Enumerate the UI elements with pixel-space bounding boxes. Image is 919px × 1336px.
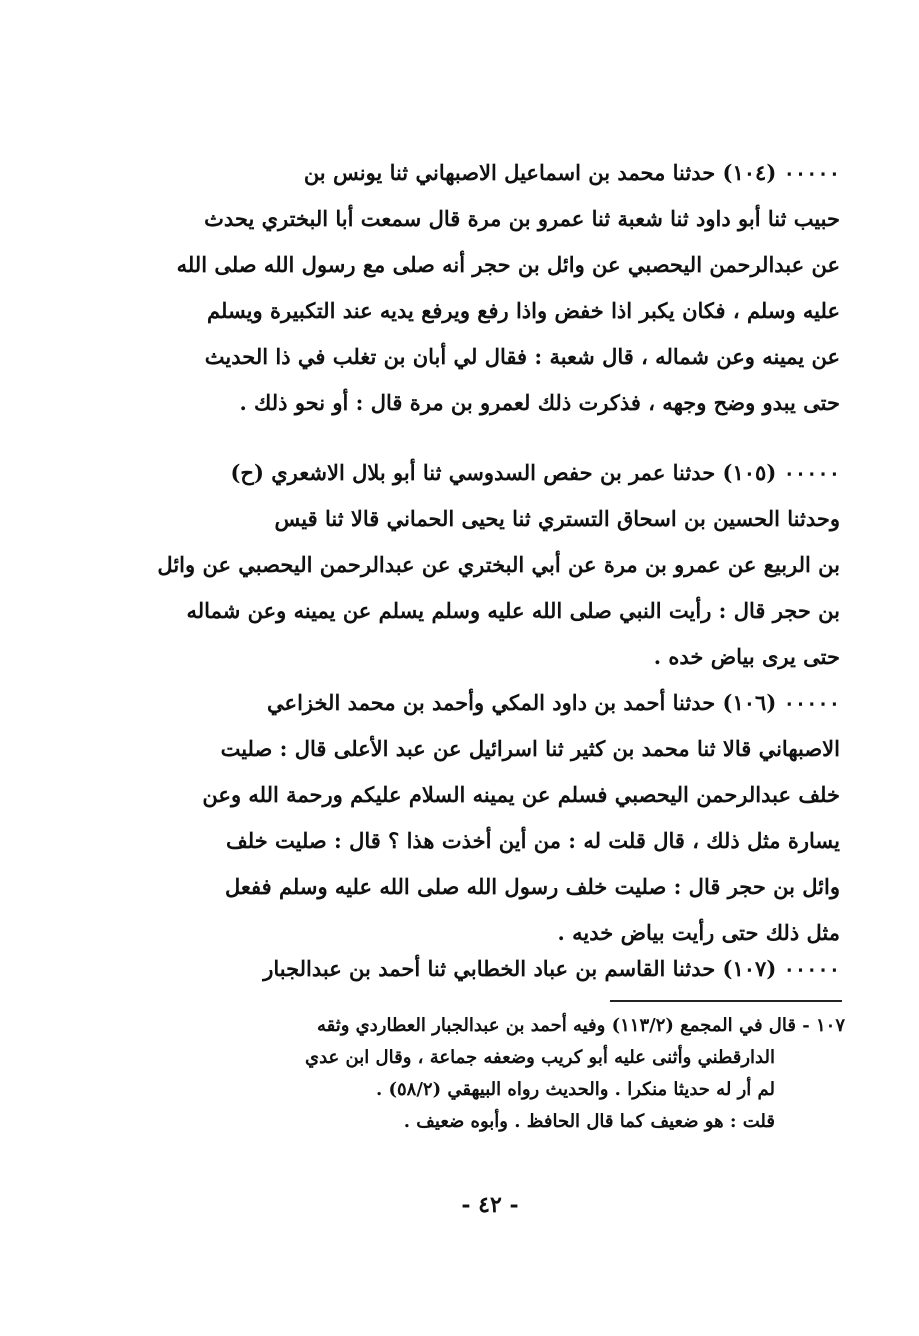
text-line: عليه وسلم ، فكان يكبر اذا خفض واذا رفع ويرفع يديه عند التكبيرة ويسلم (207, 298, 840, 323)
text-line: عن يمينه وعن شماله ، قال شعبة : فقال لي أبان بن تغلب في ذا الحديث (204, 344, 840, 369)
text-line: الاصبهاني قالا ثنا محمد بن كثير ثنا اسرائيل عن عبد الأعلى قال : صليت (220, 736, 840, 761)
text-line: وحدثنا الحسين بن اسحاق التستري ثنا يحيى الحماني قالا ثنا قيس (274, 506, 840, 531)
hadith-107-paragraph (120, 946, 840, 992)
text-line: عن عبدالرحمن اليحصبي عن وائل بن حجر أنه صلى مع رسول الله صلى الله (176, 252, 840, 277)
hadith-106-paragraph (120, 680, 840, 956)
footnote-separator (610, 1000, 842, 1002)
text-line: مثل ذلك حتى رأيت بياض خديه . (557, 920, 840, 945)
text-line: ٠٠٠٠٠ (١٠٧) حدثنا القاسم بن عباد الخطابي ثنا أحمد بن عبدالجبار (263, 956, 840, 981)
footnote-line: قلت : هو ضعيف كما قال الحافظ . وأبوه ضعيف . (403, 1111, 775, 1132)
footnotes (150, 1010, 845, 1138)
text-line: حبيب ثنا أبو داود ثنا شعبة ثنا عمرو بن مرة قال سمعت أبا البختري يحدث (204, 206, 840, 231)
text-line: بن حجر قال : رأيت النبي صلى الله عليه وسلم يسلم عن يمينه وعن شماله (186, 598, 840, 623)
page-number: - ٤٢ - (461, 1192, 519, 1218)
text-line: يسارة مثل ذلك ، قال قلت له : من أين أخذت هذا ؟ قال : صليت خلف (226, 828, 840, 853)
footnote-line: ١٠٧ - قال في المجمع (١١٣/٢) وفيه أحمد بن عبدالجبار العطاردي وثقه (316, 1015, 845, 1036)
hadith-105-paragraph (120, 450, 840, 680)
text-line: ٠٠٠٠٠ (١٠٦) حدثنا أحمد بن داود المكي وأحمد بن محمد الخزاعي (267, 690, 840, 715)
text-line: وائل بن حجر قال : صليت خلف رسول الله صلى الله عليه وسلم ففعل (224, 874, 840, 899)
footnote-line: الدارقطني وأثنى عليه أبو كريب وضعفه جماعة ، وقال ابن عدي (305, 1047, 775, 1068)
text-line: خلف عبدالرحمن اليحصبي فسلم عن يمينه السلام عليكم ورحمة الله وعن (202, 782, 840, 807)
text-line: ٠٠٠٠٠ (١٠٥) حدثنا عمر بن حفص السدوسي ثنا أبو بلال الاشعري (ح) (230, 460, 840, 485)
footnote-line: لم أر له حديثا منكرا . والحديث رواه البيهقي (٥٨/٢) . (375, 1079, 775, 1100)
text-line: حتى يبدو وضح وجهه ، فذكرت ذلك لعمرو بن مرة قال : أو نحو ذلك . (239, 390, 840, 415)
text-line: بن الربيع عن عمرو بن مرة عن أبي البختري عن عبدالرحمن اليحصبي عن وائل (157, 552, 840, 577)
text-line: حتى يرى بياض خده . (653, 644, 840, 669)
hadith-104-paragraph (120, 150, 840, 426)
text-line: ٠٠٠٠٠ (١٠٤) حدثنا محمد بن اسماعيل الاصبهاني ثنا يونس بن (303, 160, 840, 185)
